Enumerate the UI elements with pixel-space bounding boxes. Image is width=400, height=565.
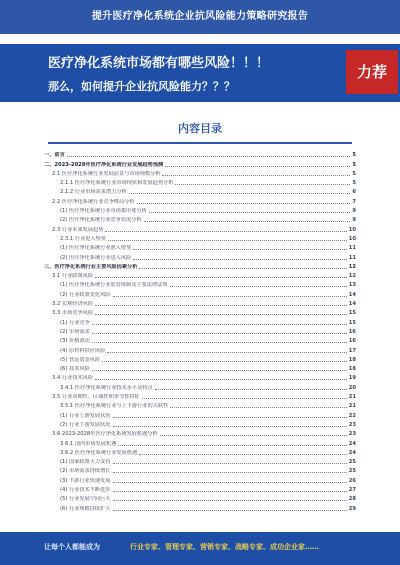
recommend-badge: 力荐 — [346, 50, 398, 94]
toc-entry-page: 25 — [348, 459, 356, 466]
toc-entry-label: (1) 国家政策大力支持 — [60, 459, 111, 466]
toc-entry[interactable] — [44, 299, 356, 308]
toc-leader-dots — [105, 231, 346, 232]
toc-leader-dots — [92, 342, 347, 343]
toc-entry[interactable] — [44, 196, 356, 205]
toc-leader-dots — [113, 491, 347, 492]
toc-entry[interactable] — [44, 466, 356, 475]
toc-entry[interactable] — [44, 410, 356, 419]
toc-entry-label: 二、2023-2028年医疗净化系统行业发展趋势预测 — [44, 161, 164, 168]
toc-entry-page: 23 — [348, 421, 356, 428]
toc-entry-label: 2.1.2 行业市场需求潜力分析 — [60, 189, 127, 196]
toc-entry-label: (2) 行业下游发展状况 — [60, 421, 111, 428]
toc-entry[interactable] — [44, 392, 356, 401]
toc-entry-label: 2.1.1 医疗净化系统行业市场现状和发展趋势分析 — [60, 180, 174, 187]
toc-entry-label: 三、医疗净化系统行业主要风险因素分析 — [44, 263, 138, 270]
toc-leader-dots — [95, 379, 347, 380]
toc-entry-page: 5 — [352, 180, 356, 187]
toc-entry-page: 12 — [348, 273, 356, 280]
toc-entry-page: 15 — [348, 319, 356, 326]
toc-entry-page: 18 — [348, 356, 356, 363]
toc-entry-label: 3.5.1 医疗净化系统行业与上下游行业的关联性 — [60, 403, 169, 410]
toc-leader-dots — [67, 156, 351, 157]
toc-entry-label: 3.4.1 医疗净化系统行业技术水平及特点 — [60, 384, 153, 391]
hero-headline: 医疗净化系统市场都有哪些风险！！！ — [48, 56, 270, 71]
toc-leader-dots — [113, 417, 347, 418]
toc-leader-dots — [113, 463, 347, 464]
toc-leader-dots — [95, 314, 347, 315]
report-header — [0, 0, 400, 34]
toc-entry-label: 3.6.1 国内市场发展机遇 — [60, 440, 117, 447]
toc-entry-label: 3.1 行业政策风险 — [52, 273, 94, 280]
toc-entry-label: (2) 医疗净化系统行业进入风险 — [60, 254, 132, 261]
toc-title: 内容目录 — [178, 122, 222, 135]
footer-roles: 行业专家、管理专家、营销专家、战略专家、成功企业家…… — [130, 543, 319, 551]
toc-leader-dots — [139, 268, 346, 269]
toc-entry-label: (6) 行业规模持续扩大 — [60, 505, 111, 512]
toc-entry[interactable] — [44, 448, 356, 457]
toc-entry-label: (2) 医疗净化系统行业竞争状况分析 — [60, 217, 142, 224]
toc-entry[interactable] — [44, 420, 356, 429]
toc-entry[interactable] — [44, 187, 356, 196]
toc-leader-dots — [170, 407, 347, 408]
toc-entry[interactable] — [44, 252, 356, 261]
toc-entry-page: 20 — [348, 384, 356, 391]
toc-entry-label: (5) 营运资金风险 — [60, 356, 101, 363]
toc-entry-page: 9 — [352, 208, 356, 215]
toc-entry-page: 24 — [348, 440, 356, 447]
toc-entry-page: 10 — [348, 226, 356, 233]
toc-leader-dots — [118, 445, 346, 446]
toc-entry-label: 2.3 行业未来发展趋势 — [52, 226, 104, 233]
table-of-contents — [44, 150, 356, 532]
toc-leader-dots — [137, 203, 351, 204]
toc-entry[interactable] — [44, 503, 356, 512]
toc-entry-label: (6) 技术风险 — [60, 366, 90, 373]
toc-entry-page: 10 — [348, 235, 356, 242]
toc-leader-dots — [113, 472, 347, 473]
toc-entry[interactable] — [44, 224, 356, 233]
toc-leader-dots — [95, 277, 347, 278]
footer-banner — [0, 532, 400, 565]
toc-entry-page: 7 — [352, 198, 356, 205]
toc-entry-page: 12 — [348, 263, 356, 270]
toc-entry-page: 23 — [348, 431, 356, 438]
toc-leader-dots — [129, 193, 351, 194]
toc-leader-dots — [149, 212, 351, 213]
toc-leader-dots — [133, 259, 347, 260]
toc-entry[interactable] — [44, 327, 356, 336]
toc-leader-dots — [162, 175, 350, 176]
toc-entry-page: 9 — [352, 217, 356, 224]
toc-entry[interactable] — [44, 475, 356, 484]
toc-leader-dots — [165, 166, 350, 167]
toc-entry[interactable] — [44, 289, 356, 298]
toc-entry[interactable] — [44, 457, 356, 466]
toc-entry-label: 2.2 医疗净化系统行业竞争格局分析 — [52, 198, 135, 205]
toc-leader-dots — [170, 286, 347, 287]
footer-slogan: 让每个人都能成为 — [44, 543, 100, 551]
toc-entry-page: 16 — [348, 328, 356, 335]
toc-entry-page: 25 — [348, 468, 356, 475]
toc-leader-dots — [113, 500, 347, 501]
toc-entry[interactable] — [44, 206, 356, 215]
toc-entry-page: 11 — [348, 245, 356, 252]
toc-entry[interactable] — [44, 150, 356, 159]
toc-entry-page: 26 — [348, 477, 356, 484]
toc-entry[interactable] — [44, 178, 356, 187]
toc-entry[interactable] — [44, 243, 356, 252]
toc-entry-page: 6 — [352, 189, 356, 196]
toc-entry[interactable] — [44, 271, 356, 280]
toc-entry-label: (1) 行业上游发展状况 — [60, 412, 111, 419]
toc-entry-label: (2) 市场需求持续增长 — [60, 468, 111, 475]
toc-entry[interactable] — [44, 485, 356, 494]
toc-entry[interactable] — [44, 234, 356, 243]
toc-entry[interactable] — [44, 438, 356, 447]
toc-entry[interactable] — [44, 494, 356, 503]
toc-leader-dots — [175, 184, 350, 185]
toc-leader-dots — [107, 352, 346, 353]
toc-entry-label: 3.5 行业周期性、区域性和季节性特征 — [52, 394, 140, 401]
toc-entry-label: 一、前言 — [44, 152, 65, 159]
toc-entry-label: (3) 价格波动 — [60, 338, 90, 345]
toc-entry-page: 21 — [348, 394, 356, 401]
toc-divider — [48, 142, 352, 144]
toc-leader-dots — [160, 435, 347, 436]
toc-entry-page: 17 — [348, 347, 356, 354]
toc-entry-label: (4) 行业技术不断进步 — [60, 486, 111, 493]
toc-entry-label: (4) 原材料供应风险 — [60, 347, 106, 354]
toc-entry-page: 13 — [348, 282, 356, 289]
toc-leader-dots — [95, 305, 347, 306]
toc-entry[interactable] — [44, 159, 356, 168]
toc-entry-page: 5 — [352, 161, 356, 168]
toc-entry[interactable] — [44, 345, 356, 354]
toc-entry[interactable] — [44, 373, 356, 382]
toc-leader-dots — [133, 249, 347, 250]
toc-leader-dots — [113, 426, 347, 427]
toc-entry-page: 14 — [348, 291, 356, 298]
toc-leader-dots — [92, 370, 347, 371]
toc-leader-dots — [113, 296, 347, 297]
toc-entry-page: 28 — [348, 496, 356, 503]
toc-entry-page: 27 — [348, 486, 356, 493]
toc-entry-page: 11 — [348, 254, 356, 261]
toc-entry-label: (1) 医疗净化系统行业准入壁垒 — [60, 245, 132, 252]
toc-entry-label: (3) 下游行业快速发展 — [60, 477, 111, 484]
toc-entry[interactable] — [44, 308, 356, 317]
toc-entry-page: 5 — [352, 152, 356, 159]
toc-entry-page: 15 — [348, 310, 356, 317]
toc-entry-label: (1) 医疗净化系统行业市场集中度分析 — [60, 208, 147, 215]
toc-entry-page: 29 — [348, 505, 356, 512]
toc-entry-label: (1) 医疗净化系统行业监管体制及主要法律法规 — [60, 282, 168, 289]
toc-entry[interactable] — [44, 280, 356, 289]
toc-leader-dots — [113, 510, 347, 511]
toc-entry-page: 18 — [348, 366, 356, 373]
hero-subheadline: 那么，如何提升企业抗风险能力？？？ — [48, 80, 235, 93]
toc-entry[interactable] — [44, 382, 356, 391]
toc-entry-page: 5 — [352, 170, 356, 177]
toc-entry-page: 21 — [348, 403, 356, 410]
toc-entry-label: 3.4 行业技术风险 — [52, 375, 94, 382]
toc-entry[interactable] — [44, 364, 356, 373]
toc-leader-dots — [92, 324, 347, 325]
toc-leader-dots — [144, 221, 351, 222]
toc-entry-label: 2.1 医疗净化系统行业发展前景与市场规模分析 — [52, 170, 161, 177]
toc-entry[interactable] — [44, 317, 356, 326]
toc-entry-page: 16 — [348, 338, 356, 345]
toc-entry-label: 3.3 市场竞争风险 — [52, 310, 94, 317]
toc-entry[interactable] — [44, 169, 356, 178]
toc-entry[interactable] — [44, 336, 356, 345]
toc-leader-dots — [108, 240, 347, 241]
report-title: 提升医疗净化系统企业抗风险能力策略研究报告 — [91, 11, 309, 22]
toc-entry-page: 22 — [348, 412, 356, 419]
toc-entry[interactable] — [44, 355, 356, 364]
toc-leader-dots — [102, 361, 347, 362]
toc-entry-label: 3.2 宏观经济风险 — [52, 301, 94, 308]
toc-entry-label: (1) 行业竞争 — [60, 319, 90, 326]
toc-entry[interactable] — [44, 215, 356, 224]
toc-entry-page: 19 — [348, 375, 356, 382]
toc-entry-page: 24 — [348, 449, 356, 456]
toc-leader-dots — [92, 333, 347, 334]
toc-leader-dots — [155, 389, 347, 390]
toc-entry-label: 2.3.1 行业进入壁垒 — [60, 235, 106, 242]
toc-leader-dots — [113, 482, 347, 483]
toc-entry-label: (5) 行业发展空间巨大 — [60, 496, 111, 503]
toc-entry-page: 14 — [348, 301, 356, 308]
toc-entry-label: 3.6.2 医疗净化系统行业发展机遇 — [60, 449, 138, 456]
toc-entry-label: (2) 行业政策变化风险 — [60, 291, 111, 298]
hero-banner — [0, 44, 400, 102]
toc-entry[interactable] — [44, 429, 356, 438]
toc-entry[interactable] — [44, 262, 356, 271]
toc-entry-label: 3.6 2023-2028年医疗净化系统发展机遇分析 — [52, 431, 158, 438]
toc-entry[interactable] — [44, 401, 356, 410]
toc-leader-dots — [139, 454, 347, 455]
toc-leader-dots — [142, 398, 347, 399]
toc-entry-label: (2) 市场需求 — [60, 328, 90, 335]
